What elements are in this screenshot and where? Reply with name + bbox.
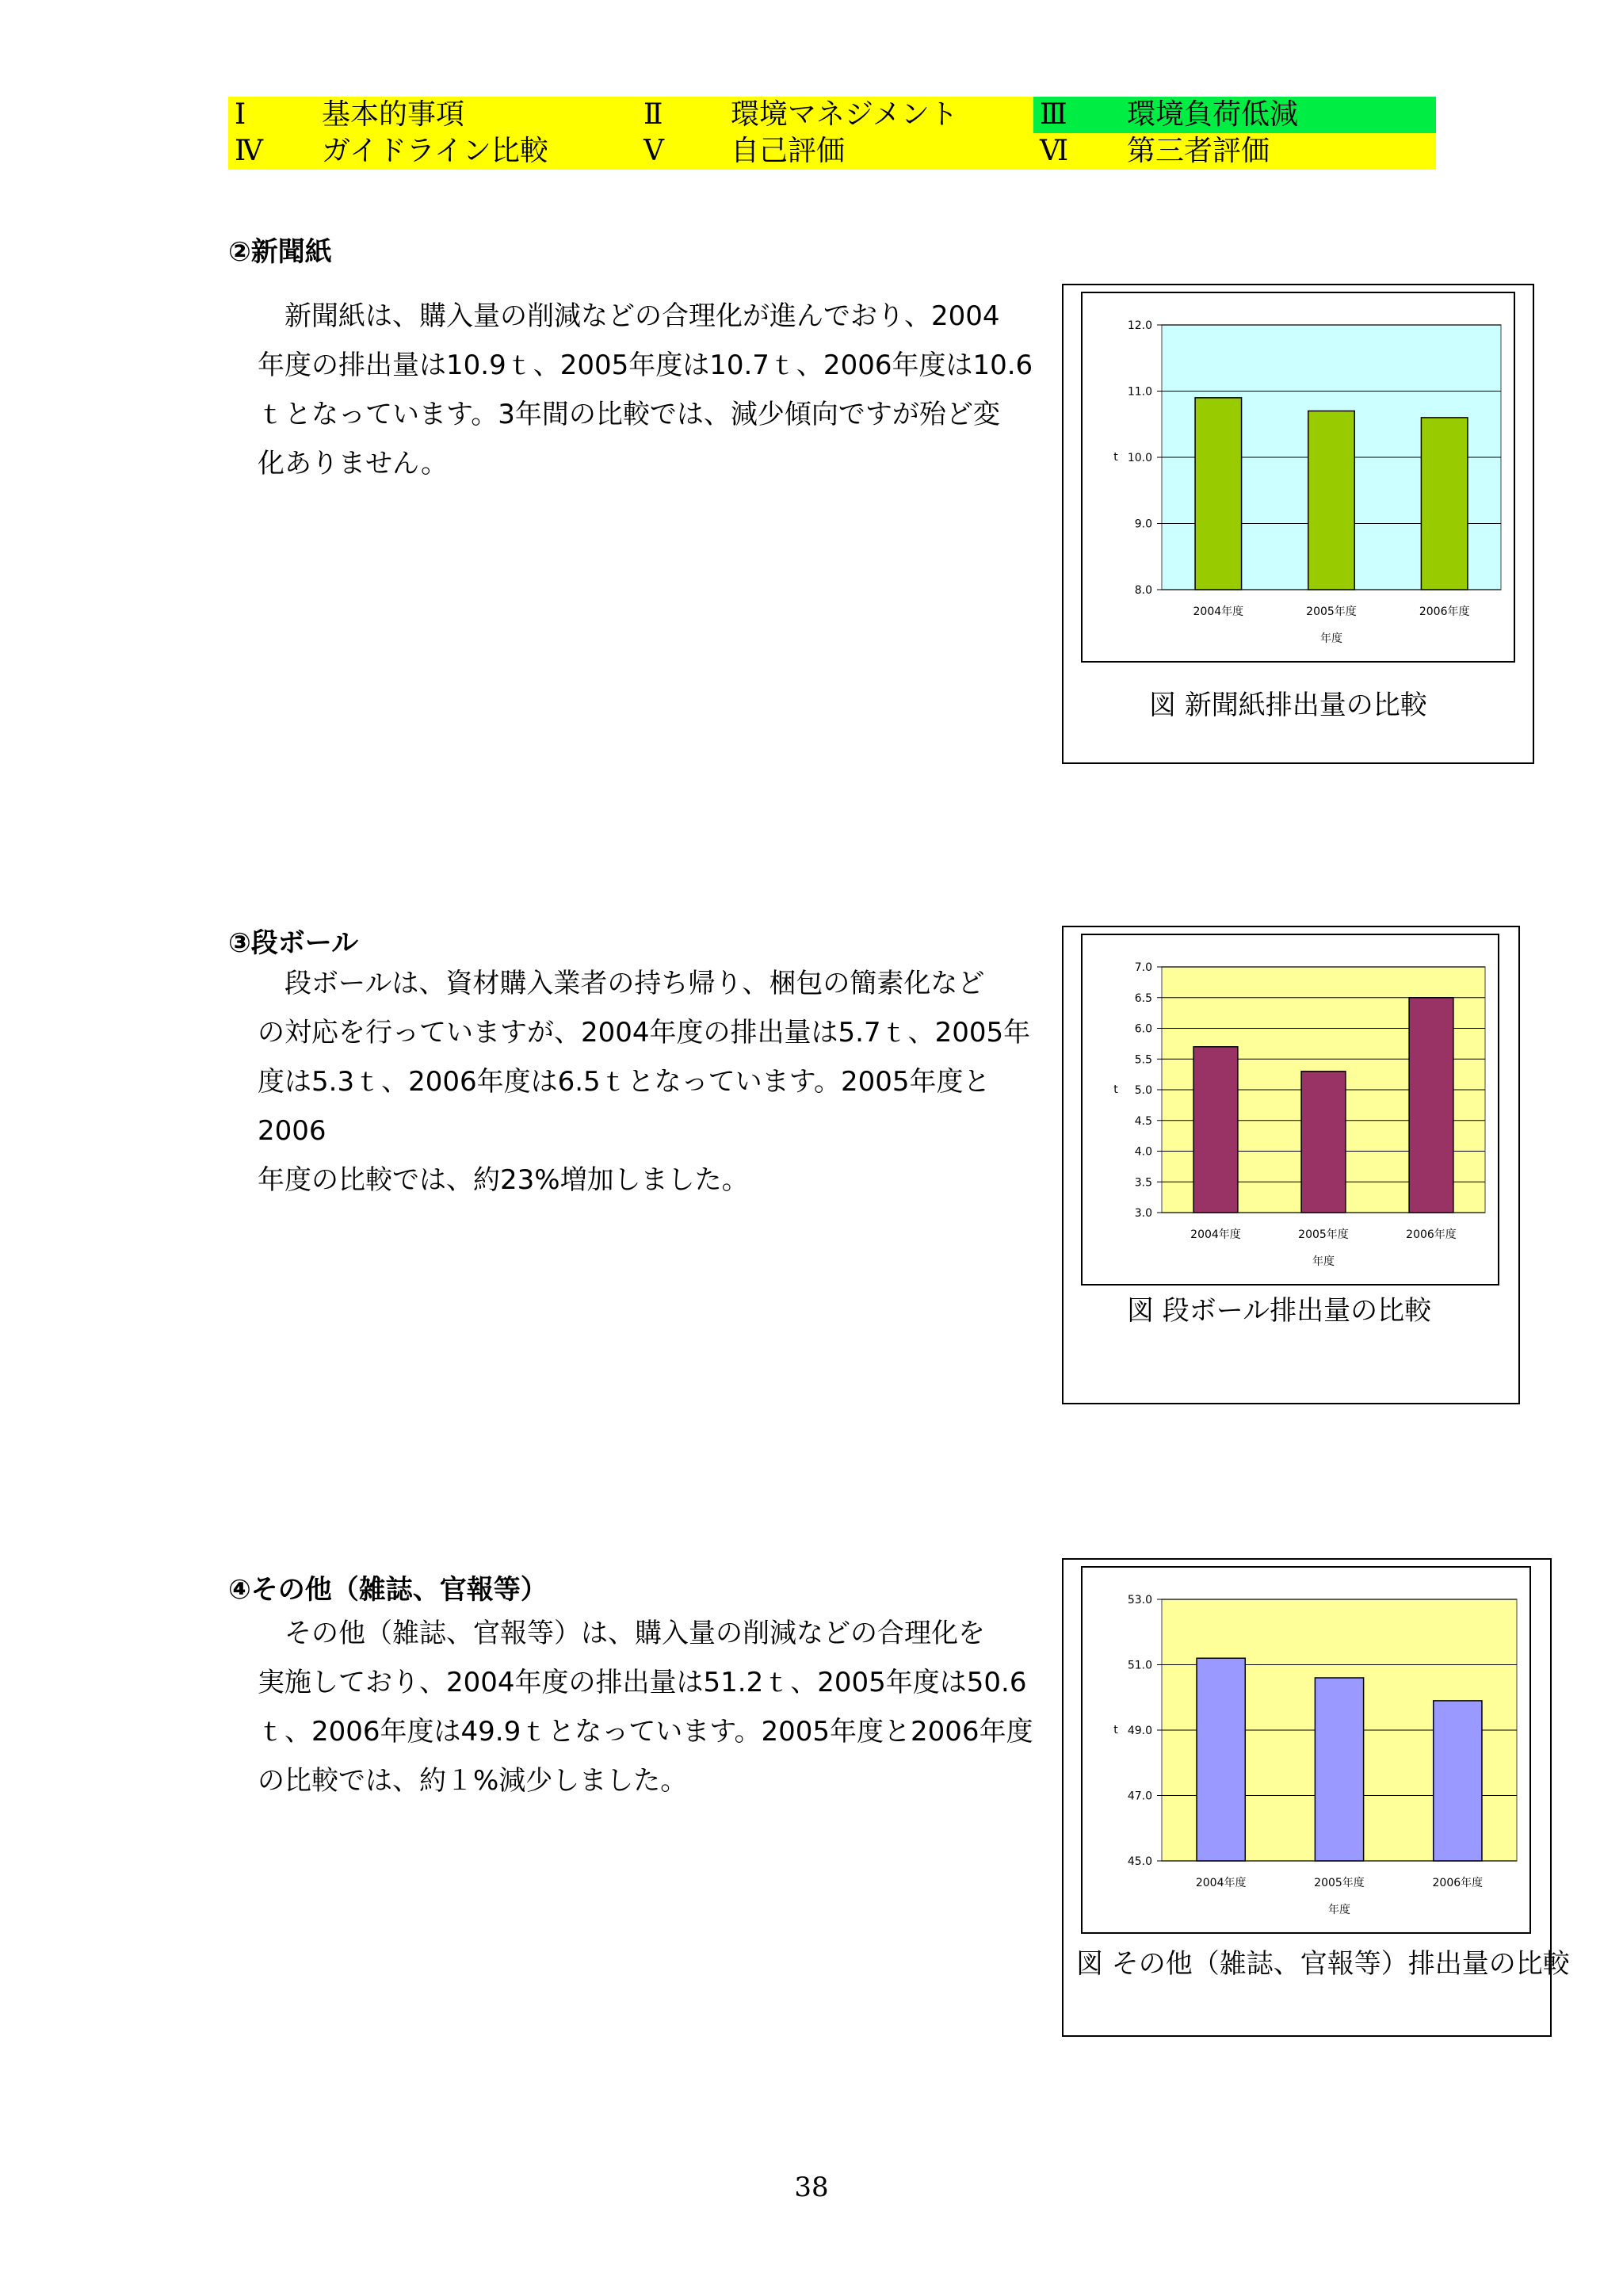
x-tick-label: 2004年度 [1190,1228,1241,1241]
figure-caption: 図 新聞紙排出量の比較 [1149,690,1427,721]
chapter-nav-row-1 [228,97,1436,133]
chapter-label: 環境負荷低減 [1127,98,1299,131]
text-line: ｔ、2006年度は49.9ｔとなっています。2005年度と2006年度 [258,1716,1033,1748]
page-number: 38 [794,2172,829,2203]
y-tick-label: 9.0 [1134,518,1152,531]
text-line: その他（雑誌、官報等）は、購入量の削減などの合理化を [258,1618,985,1649]
y-tick-label: 5.0 [1134,1084,1152,1097]
text-line: 年度の排出量は10.9ｔ、2005年度は10.7ｔ、2006年度は10.6 [258,350,1033,381]
x-tick-label: 2005年度 [1298,1228,1349,1241]
y-tick-label: 4.5 [1134,1114,1152,1128]
x-tick-label: 2006年度 [1432,1877,1484,1889]
chart-newspaper [1083,293,1514,661]
chapter-number: Ⅵ [1040,135,1069,167]
x-tick-label: 2005年度 [1314,1877,1365,1889]
chapter-number: Ⅳ [235,135,263,167]
bar [1315,1678,1363,1861]
bar [1197,1658,1245,1861]
y-tick-label: 47.0 [1127,1790,1152,1803]
chapter-label: 環境マネジメント [731,98,958,131]
text-line: 段ボールは、資材購入業者の持ち帰り、梱包の簡素化など [258,968,985,999]
y-tick-label: 7.0 [1134,961,1152,974]
section-title-cardboard: ③段ボール [228,927,359,959]
y-tick-label: 49.0 [1127,1725,1152,1737]
bar [1421,418,1467,590]
chapter-4-cell[interactable] [228,133,637,170]
y-tick-label: 8.0 [1134,584,1152,597]
y-tick-label: 51.0 [1127,1659,1152,1672]
x-tick-label: 2005年度 [1306,606,1357,618]
figure-caption: 図 段ボール排出量の比較 [1127,1295,1432,1327]
figure-caption: 図 その他（雑誌、官報等）排出量の比較 [1076,1948,1570,1980]
chapter-2-cell[interactable] [637,97,1033,133]
chapter-label: 第三者評価 [1127,135,1270,167]
chart-frame [1081,1566,1531,1934]
chart-frame [1081,934,1499,1286]
chapter-number: Ⅰ [235,98,246,131]
y-tick-label: 3.5 [1134,1176,1152,1190]
chapter-label: 自己評価 [731,135,846,167]
figure-others [1062,1558,1570,2037]
chapter-label: ガイドライン比較 [322,135,548,167]
text-line: 年度の比較では、約23%増加しました。 [258,1164,749,1196]
text-line: 度は5.3ｔ、2006年度は6.5ｔとなっています。2005年度と2006 [258,1066,991,1147]
text-line: ｔとなっています。3年間の比較では、減少傾向ですが殆ど変 [258,399,1000,430]
y-tick-label: 45.0 [1127,1855,1152,1868]
y-tick-label: 5.5 [1134,1053,1152,1067]
chapter-1-cell[interactable] [228,97,637,133]
chapter-5-cell[interactable] [637,133,1033,170]
y-tick-label: 6.0 [1134,1022,1152,1036]
chart-others [1083,1568,1529,1932]
x-tick-label: 2004年度 [1193,606,1244,618]
chart-frame [1081,292,1515,663]
chapter-nav-row-2 [228,133,1436,170]
x-axis-label: 年度 [1320,632,1342,645]
y-tick-label: 10.0 [1127,452,1152,464]
y-tick-label: 6.5 [1134,991,1152,1005]
y-axis-label: t [1113,1083,1118,1096]
y-tick-label: 3.0 [1134,1207,1152,1220]
bar [1193,1047,1238,1213]
bar [1195,398,1241,590]
x-axis-label: 年度 [1312,1255,1335,1268]
chapter-number: Ⅱ [643,98,663,131]
section-text-newspaper [258,292,1050,488]
chapter-nav [228,97,1436,170]
chapter-label: 基本的事項 [322,98,465,131]
section-title-newspaper: ②新聞紙 [228,236,332,268]
x-axis-label: 年度 [1328,1904,1350,1916]
x-tick-label: 2006年度 [1419,606,1470,618]
x-tick-label: 2006年度 [1406,1228,1457,1241]
bar [1409,998,1453,1213]
chapter-3-cell-active[interactable] [1033,97,1436,133]
y-tick-label: 53.0 [1127,1594,1152,1606]
y-axis-label: t [1113,1724,1118,1736]
chart-cardboard [1083,935,1498,1284]
figure-cardboard [1062,926,1520,1404]
text-line: 実施しており、2004年度の排出量は51.2ｔ、2005年度は50.6 [258,1667,1027,1698]
section-text-cardboard [258,959,1050,1205]
chapter-6-cell[interactable] [1033,133,1436,170]
text-line: 新聞紙は、購入量の削減などの合理化が進んでおり、2004 [258,300,1000,332]
chapter-number: Ⅲ [1040,98,1067,131]
y-tick-label: 12.0 [1127,319,1152,332]
text-line: の比較では、約１%減少しました。 [258,1765,688,1797]
bar [1434,1701,1482,1861]
bar [1301,1072,1346,1213]
y-tick-label: 4.0 [1134,1145,1152,1159]
x-tick-label: 2004年度 [1195,1877,1247,1889]
section-text-others [258,1609,1050,1805]
bar [1308,411,1354,590]
text-line: 化ありません。 [258,448,449,479]
chapter-number: Ⅴ [643,135,664,167]
figure-newspaper [1062,284,1534,764]
y-axis-label: t [1113,451,1118,464]
section-title-others: ④その他（雑誌、官報等） [228,1574,548,1606]
y-tick-label: 11.0 [1127,385,1152,399]
text-line: の対応を行っていますが、2004年度の排出量は5.7ｔ、2005年 [258,1017,1031,1049]
